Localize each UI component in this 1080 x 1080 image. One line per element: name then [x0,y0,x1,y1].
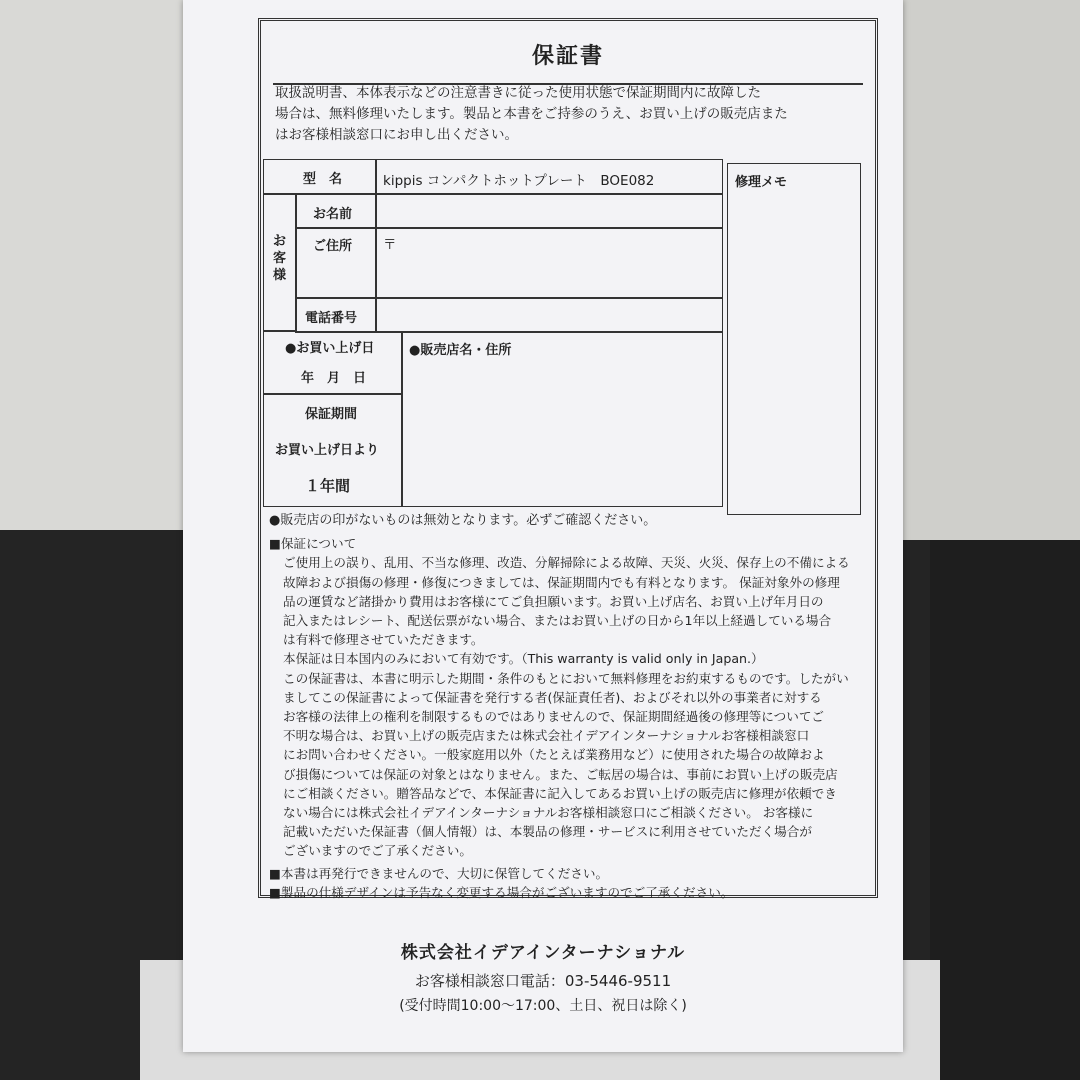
warranty-line: お客様の法律上の権利を制限するものではありませんので、保証期間経過後の修理等についてご [283,709,825,725]
support-hours: (受付時間10:00～17:00、土日、祝日は除く) [399,998,687,1014]
address-label: ご住所 [313,239,353,254]
shop-stamp-note: ●販売店の印がないものは無効となります。必ずご確認ください。 [269,513,657,528]
warranty-line: ご使用上の誤り、乱用、不当な修理、改造、分解掃除による故障、天災、火災、保存上の不備による [283,555,850,571]
intro-text [275,83,865,146]
warranty-line: ございますのでご了承ください。 [283,843,472,859]
address-field[interactable] [375,227,723,299]
warranty-line: は有料で修理させていただきます。 [283,632,484,648]
repair-memo-field[interactable] [727,163,861,515]
background-top-right [880,0,1080,540]
background-bottom-right [930,540,1080,1080]
warranty-heading: ■保証について [269,536,357,552]
postal-mark: 〒 [383,237,397,253]
document-title: 保証書 [531,44,604,69]
support-phone: お客様相談窓口電話：03-5446-9511 [414,972,672,990]
warranty-line: ましてこの保証書によって保証書を発行する者(保証責任者)、およびそれ以外の事業者に対する [283,689,822,705]
model-value: kippis コンパクトホットプレート BOE082 [383,173,655,189]
warranty-line: 故障および損傷の修理・修復につきましては、保証期間内でも有料となります。 保証対象外の修理 [283,574,840,590]
repair-memo-label: 修理メモ [735,175,788,190]
warranty-line: 不明な場合は、お買い上げの販売店または株式会社イデアインターナショナルお客様相談窓口 [283,728,810,744]
reissue-note: ■本書は再発行できませんので、大切に保管してください。 [269,865,609,881]
warranty-line: にお問い合わせください。一般家庭用以外（たとえば業務用など）に使用された場合の故障およ [283,747,825,763]
warranty-line: 記入またはレシート、配送伝票がない場合、またはお買い上げの日から1年以上経過している場合 [283,613,832,629]
warranty-frame [258,18,878,898]
warranty-duration: １年間 [305,477,351,495]
purchase-date-label: ●お買い上げ日 [285,341,375,356]
customer-label: お客様 [273,234,287,283]
warranty-line: 品の運賃など諸掛かり費用はお客様にてご負担願います。お買い上げ店名、お買い上げ年月日の [283,593,824,609]
intro-line: 場合は、無料修理いたします。製品と本書をご持参のうえ、お買い上げの販売店また [275,106,788,122]
warranty-line: び損傷については保証の対象とはなりません。また、ご転居の場合は、事前にお買い上げの販売店 [283,766,838,782]
warranty-line: ない場合には株式会社イデアインターナショナルお客様相談窓口にご相談ください。 お客様に [283,805,814,821]
phone-label: 電話番号 [305,311,358,326]
warranty-line: にご相談ください。贈答品などで、本保証書に記入してあるお買い上げの販売店に修理が依頼でき [283,785,837,801]
warranty-line: この保証書は、本書に明示した期間・条件のもとにおいて無料修理をお約束するものです。したがい [283,670,849,686]
background-top-left [0,0,210,540]
spec-note: ■製品の仕様デザインは予告なく変更する場合がございますのでご了承ください。 [269,884,734,900]
model-label: 型 名 [303,172,343,187]
notes-section [261,511,875,902]
warranty-card [183,0,903,1052]
warranty-line: 本保証は日本国内のみにおいて有効です。（This warranty is valid only in Japan.） [283,651,764,667]
name-label: お名前 [313,207,353,222]
phone-field[interactable] [375,297,723,333]
company-name: 株式会社イデアインターナショナル [400,943,686,963]
intro-line: はお客様相談窓口にお申し出ください。 [275,127,518,143]
intro-line: 取扱説明書、本体表示などの注意書きに従った使用状態で保証期間内に故障した [275,85,761,101]
name-field[interactable] [375,193,723,229]
warranty-period-label: 保証期間 [305,407,358,422]
purchase-date-format: 年 月 日 [301,371,367,386]
warranty-line: 記載いただいた保証書（個人情報）は、本製品の修理・サービスに利用させていただく場合が [283,824,812,840]
warranty-from: お買い上げ日より [275,443,380,458]
shop-label: ●販売店名・住所 [409,343,512,358]
